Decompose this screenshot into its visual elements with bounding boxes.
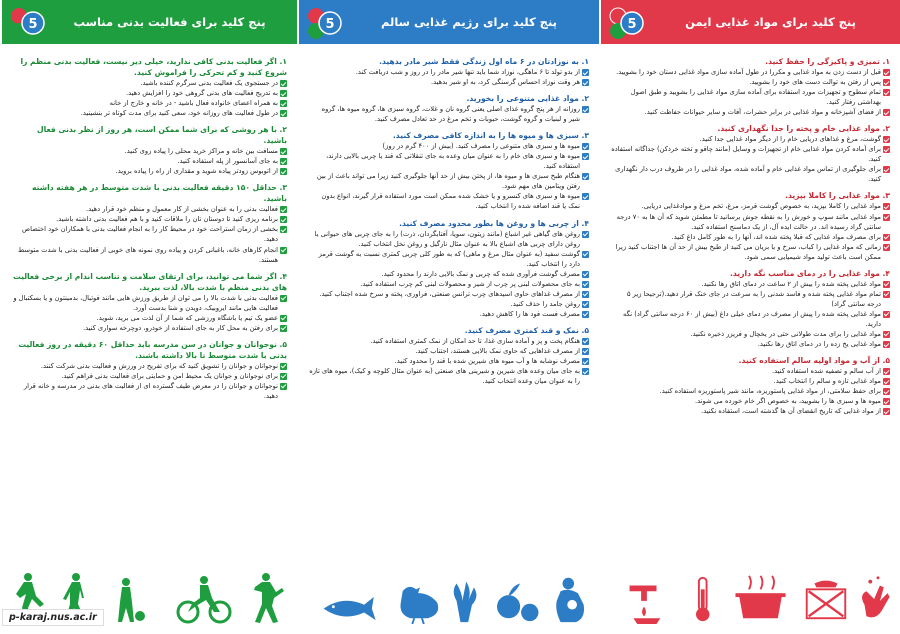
section-list xyxy=(12,293,287,333)
list-item xyxy=(309,346,589,356)
list-item xyxy=(611,87,890,107)
vegetables-icon xyxy=(453,582,476,622)
list-item-text: میوه ها و سبزی های کنسرو و یا خشک شده ممکن است مورد استفاده قرار گیرند، انواع بدون نمک یا قند اضافه شده را انتخاب کنید. xyxy=(321,192,580,211)
list-item xyxy=(309,104,589,124)
checkbox-icon xyxy=(280,226,287,233)
list-item-text: در طول فعالیت های روزانه خود، سعی کنید برای مدت کوتاه تر بنشینید. xyxy=(80,109,278,118)
list-item-text: بخشی از زمان استراحت خود در محیط کار را به انجام فعالیت بدنی با همکاران خود اختصاص دهید. xyxy=(22,225,278,244)
list-item xyxy=(611,232,890,242)
section-title: ۳. مواد غذایی را کاملا بپزید. xyxy=(785,191,890,201)
list-item xyxy=(309,191,589,211)
section-list xyxy=(309,141,589,211)
section-list xyxy=(12,361,287,401)
fruit-icon xyxy=(497,584,538,622)
list-item xyxy=(12,204,287,214)
checkbox-icon xyxy=(582,106,589,113)
list-item xyxy=(12,98,287,108)
list-item-text: برای رفتن به محل کار به جای استفاده از خودرو، دوچرخه سواری کنید. xyxy=(82,323,278,332)
section-title: ۱. تمیزی و پاکیزگی را حفظ کنید. xyxy=(765,57,890,66)
section-list xyxy=(611,134,890,184)
list-item xyxy=(611,386,890,396)
list-item-text: روغن های گیاهی غیر اشباع (مانند زیتون، سویا، آفتابگردان، ذرت) را به جای چربی های حیوانی یا روغن دارای چربی های اشباع بالا به عنوان مثال نارگیل و روغن نخل انتخاب کنید. xyxy=(314,229,580,248)
section-title: ۵. نمک و قند کمتری مصرف کنید. xyxy=(464,325,589,335)
section-title: ۳. سبزی ها و میوه ها را به اندازه کافی مصرف کنید. xyxy=(392,131,589,141)
list-item-text: گوشت، مرغ و غذاهای دریایی خام را از دیگر مواد غذایی جدا کنید. xyxy=(699,135,881,144)
list-item-text: مواد غذایی مانند سوپ و خورش را به نقطه جوش برسانید تا مطمئن شوید که آن ها به ۷۰ درجه سانتی گراد رسیده اند. در حالت ایده آل، از یک دماسنج استفاده کنید. xyxy=(616,212,881,231)
checkbox-icon xyxy=(883,79,890,86)
list-item-text: مواد غذایی تازه و سالم را انتخاب کنید. xyxy=(773,377,881,386)
section-list xyxy=(309,104,589,124)
checkbox-icon xyxy=(280,168,287,175)
five-keys-logo-icon xyxy=(605,3,647,43)
list-item xyxy=(611,376,890,386)
list-item xyxy=(12,224,287,244)
section-list xyxy=(12,78,287,118)
logo-number: 5 xyxy=(627,17,637,32)
list-item xyxy=(611,134,890,144)
list-item xyxy=(611,339,890,349)
list-item-text: فعالیت بدنی با شدت بالا را می توان از طریق ورزش هایی مانند فوتبال، بدمینتون و یا بسکتبال و فعالیت هایی مانند ایروبیک، دویدن و شنا بدست آورد. xyxy=(13,293,278,312)
checkbox-icon xyxy=(582,358,589,365)
list-item xyxy=(611,396,890,406)
checkbox-icon xyxy=(582,291,589,298)
list-item-text: هنگام طبخ سبزی ها و میوه ها، از پختن بیش از حد آنها جلوگیری کنید زیرا می تواند باعث از بین رفتن ویتامین های مهم شود. xyxy=(316,172,580,191)
list-item-text: از اتوبوس زودتر پیاده شوید و مقداری از راه را پیاده بروید. xyxy=(115,167,278,176)
checkbox-icon xyxy=(280,100,287,107)
checkbox-icon xyxy=(582,251,589,258)
list-item xyxy=(12,371,287,381)
checkbox-icon xyxy=(883,203,890,210)
list-item-text: هنگام پخت و پز و آماده سازی غذا، تا حد امکان از نمک کمتری استفاده کنید. xyxy=(370,336,580,345)
chicken-icon xyxy=(400,587,438,624)
list-item-text: به جای میان وعده های شیرین و شیرینی های صنعتی (به عنوان مثال کلوچه و کیک)، میوه های تازه را به عنوان میان وعده انتخاب کنید. xyxy=(309,367,580,386)
checkbox-icon xyxy=(582,153,589,160)
list-item-text: انجام کارهای خانه، باغبانی کردن و پیاده روی نمونه های خوبی از فعالیت بدنی با شدت متوسط هستند. xyxy=(18,245,278,264)
list-item-text: قبل از دست زدن به مواد غذایی و مکررا در طول آماده سازی مواد غذایی دستان خود را بشویید. xyxy=(616,68,881,76)
list-item-text: برای جلوگیری از تماس مواد غذایی خام و آماده شده، مواد غذایی را در ظروف درب دار نگهداری کنید. xyxy=(615,165,881,184)
list-item-text: روزانه از هر پنج گروه غذای اصلی یعنی گروه نان و غلات، گروه سبزی ها، گروه میوه ها، گروه شیر و لبنیات و گروه گوشت، حبوبات و تخم مرغ در حد تعادل مصرف کنید. xyxy=(321,105,580,124)
checkbox-icon xyxy=(280,363,287,370)
checkbox-icon xyxy=(582,143,589,150)
list-item-text: مواد غذایی پخته شده را بیش از ۲ ساعت در دمای اتاق رها نکنید. xyxy=(701,279,881,288)
logo-number: 5 xyxy=(325,17,335,32)
dancing-person-icon xyxy=(254,573,284,623)
list-item xyxy=(611,329,890,339)
column-body xyxy=(601,44,900,416)
checkbox-icon xyxy=(883,136,890,143)
list-item-text: میوه ها و سبزی های خام را به عنوان میان وعده به جای تنقلاتی که قند یا چربی بالایی دارند، استفاده کنید. xyxy=(326,152,580,171)
checkbox-icon xyxy=(582,348,589,355)
checkbox-icon xyxy=(582,281,589,288)
list-item xyxy=(611,164,890,184)
list-item-text: نوجوانان و جوانان را در معرض طیف گسترده ای از فعالیت های بدنی در مدرسه و خانه قرار دهید. xyxy=(23,381,278,400)
section-title: ۴. از چربی ها و روغن ها بطور محدود مصرف کنید. xyxy=(399,218,589,228)
checkbox-icon xyxy=(883,214,890,221)
list-item xyxy=(611,279,890,289)
list-item-text: به جای آسانسور از پله استفاده کنید. xyxy=(177,157,278,166)
mother-baby-icon xyxy=(556,578,584,622)
list-item xyxy=(611,201,890,211)
section-list xyxy=(611,366,890,416)
list-item-text: مصرف نوشابه ها و آب میوه های شیرین شده با قند را محدود کنید. xyxy=(394,357,580,366)
list-item-text: مصرف فست فود ها را کاهش دهید. xyxy=(479,309,580,318)
checkbox-icon xyxy=(280,295,287,302)
website-tag[interactable]: p-karaj.nus.ac.ir xyxy=(2,609,104,626)
list-item-text: از مصرف غذاهایی که حاوی نمک بالایی هستند، اجتناب کنید. xyxy=(415,346,580,355)
column-body xyxy=(2,44,297,401)
list-item xyxy=(309,67,589,77)
list-item xyxy=(12,146,287,156)
checkbox-icon xyxy=(582,368,589,375)
list-item xyxy=(12,88,287,98)
column-physical-activity xyxy=(0,0,297,634)
checkbox-icon xyxy=(280,206,287,213)
section-title: ۲. با هر روشی که برای شما ممکن است، هر روز از نظر بدنی فعال باشید. xyxy=(37,125,287,146)
list-item-text: عضو یک تیم یا باشگاه ورزشی که شما از آن لذت می برید، شوید. xyxy=(96,313,278,322)
section-title: ۲. مواد غذایی متنوعی را بخورید. xyxy=(466,94,589,104)
column-healthy-diet xyxy=(299,0,599,634)
checkbox-icon xyxy=(280,80,287,87)
safety-icons-row xyxy=(618,572,894,624)
section-list xyxy=(12,146,287,176)
list-item xyxy=(12,108,287,118)
checkbox-icon xyxy=(883,341,890,348)
checkbox-icon xyxy=(883,234,890,241)
list-item-text: مصرف گوشت فرآوری شده که چربی و نمک بالایی دارند را محدود کنید. xyxy=(381,269,580,278)
checkbox-icon xyxy=(280,90,287,97)
column-title: پنج کلید برای رژیم غذایی سالم xyxy=(381,15,557,29)
list-item-text: به تدریج فعالیت های بدنی گروهی خود را افزایش دهید. xyxy=(125,89,278,98)
list-item-text: مسافت بین خانه و مراکز خرید محلی را پیاده روی کنید. xyxy=(124,147,278,156)
column-title: پنج کلید برای مواد غذایی ایمن xyxy=(685,15,856,29)
list-item xyxy=(309,356,589,366)
checkbox-icon xyxy=(582,338,589,345)
list-item-text: از مواد غذایی که تاریخ انقضای آن ها گذشته است، استفاده نکنید. xyxy=(701,407,881,416)
section-list xyxy=(611,67,890,117)
list-item-text: گوشت سفید (به عنوان مثال مرغ و ماهی) که به طور کلی چربی کمتری نسبت به گوشت قرمز دارد را انتخاب کنید. xyxy=(318,249,580,268)
checkbox-icon xyxy=(582,173,589,180)
list-item-text: برای حفظ سلامتی، از مواد غذایی پاستوریزه، مانند شیر پاستوریزه استفاده کنید. xyxy=(659,387,881,396)
list-item-text: مواد غذایی یخ زده را در دمای اتاق رها نکنید. xyxy=(757,340,881,349)
section-list xyxy=(611,279,890,349)
section-list xyxy=(309,67,589,87)
checkbox-icon xyxy=(582,193,589,200)
checkbox-icon xyxy=(883,398,890,405)
list-item-text: میوه ها و سبزی ها را بشویید، به خصوص اگر خام خورده می شوند. xyxy=(695,397,881,406)
checkbox-icon xyxy=(582,311,589,318)
list-item xyxy=(309,289,589,299)
list-item xyxy=(611,289,890,309)
checkbox-icon xyxy=(582,79,589,86)
list-item-text: فعالیت بدنی را به عنوان بخشی از کار معمول و منظم خود قرار دهید. xyxy=(85,205,278,214)
five-keys-logo-icon xyxy=(303,3,345,43)
list-item xyxy=(611,77,890,87)
checkbox-icon xyxy=(582,231,589,238)
checkbox-icon xyxy=(280,315,287,322)
list-item xyxy=(309,151,589,171)
list-item-text: نوجوانان و جوانان را تشویق کنید که برای تفریح در ورزش و فعالیت بدنی شرکت کنند. xyxy=(40,361,278,370)
child-ball-icon xyxy=(118,578,145,622)
list-item-text: در جستجوی یک فعالیت بدنی سرگرم کننده باشید. xyxy=(140,79,278,87)
list-item xyxy=(12,78,287,88)
checkbox-icon xyxy=(280,158,287,165)
list-item xyxy=(611,67,890,77)
section-list xyxy=(611,201,890,261)
logo-number: 5 xyxy=(28,17,38,32)
fish-icon xyxy=(323,597,375,620)
section-title: ۲. مواد غذایی خام و پخته را جدا نگهداری کنید. xyxy=(717,124,890,134)
header-food-safety xyxy=(601,0,900,44)
list-item xyxy=(309,171,589,191)
checkbox-icon xyxy=(582,69,589,76)
checkbox-icon xyxy=(280,110,287,117)
list-item-text: میوه ها و سبزی های متنوعی را مصرف کنید. (بیش از ۴۰۰ گرم در روز) xyxy=(382,142,580,151)
list-item xyxy=(611,309,890,329)
checkbox-icon xyxy=(280,383,287,390)
list-item xyxy=(611,406,890,416)
checkbox-icon xyxy=(582,301,589,308)
list-item-text: از بدو تولد تا ۶ ماهگی، نوزاد شما باید تنها شیر مادر را در روز و شب دریافت کند. xyxy=(355,68,580,76)
food-icons-row xyxy=(316,572,593,624)
list-item xyxy=(309,299,589,309)
list-item-text: برای نوجوانان و جوانان یک محیط امن و حمایتی برای فعالیت بدنی فراهم کنید. xyxy=(61,371,278,380)
list-item-text: برای آماده کردن مواد غذایی خام از تجهیزات و وسایل (مانند چاقو و تخته خردکن) جداگانه استفاده کنید. xyxy=(611,145,881,164)
list-item xyxy=(12,313,287,323)
list-item-text: تمام سطوح و تجهیزات مورد استفاده برای آماده سازی مواد غذایی را بشویید و طبق اصول بهداشتی رفتار کنید. xyxy=(630,88,881,107)
hand-washing-icon xyxy=(862,576,890,617)
list-item-text: هر وقت نوزاد احساس گرسنگی کرد، به او شیر بدهید. xyxy=(430,78,580,87)
list-item xyxy=(309,141,589,151)
column-body xyxy=(299,44,599,386)
list-item-text: مواد غذایی را کاملا بپزید، به خصوص گوشت قرمز، مرغ، تخم مرغ و موادغذایی دریایی. xyxy=(641,202,881,211)
header-healthy-diet xyxy=(299,0,599,44)
checkbox-icon xyxy=(883,291,890,298)
five-keys-logo-icon xyxy=(6,3,48,43)
list-item xyxy=(309,309,589,319)
list-item xyxy=(309,366,589,386)
section-title: ۱. اگر فعالیت بدنی کافی ندارید، خیلی دیر نیست، فعالیت بدنی منظم را شروع کنید و کم تحرکی را فراموش کنید. xyxy=(20,57,287,77)
list-item-text: مواد غذایی پخته شده را پیش از مصرف در دمای خیلی داغ (بیش از ۶۰ درجه سانتی گراد) نگه دارید. xyxy=(623,309,881,328)
section-title: ۴. مواد غذایی را در دمای مناسب نگه دارید. xyxy=(729,268,890,278)
checkbox-icon xyxy=(883,408,890,415)
list-item xyxy=(611,366,890,376)
list-item xyxy=(12,293,287,313)
list-item xyxy=(12,323,287,333)
list-item xyxy=(12,245,287,265)
list-item xyxy=(12,381,287,401)
checkbox-icon xyxy=(883,166,890,173)
checkbox-icon xyxy=(582,271,589,278)
checkbox-icon xyxy=(883,331,890,338)
checkbox-icon xyxy=(280,148,287,155)
list-item xyxy=(309,249,589,269)
list-item-text: مواد غذایی را برای مدت طولانی حتی در یخچال و فریزر ذخیره نکنید. xyxy=(690,329,881,338)
list-item xyxy=(12,361,287,371)
list-item xyxy=(611,107,890,117)
section-title: ۴. اگر شما می توانید، برای ارتقای سلامت و تناسب اندام از برخی فعالیت های بدنی منظم با شدت بالا، لذت ببرید. xyxy=(13,271,287,292)
list-item-text: برنامه ریزی کنید تا دوستان تان را ملاقات کنید و با هم فعالیت بدنی داشته باشید. xyxy=(56,215,278,224)
section-title: ۵. از آب و مواد اولیه سالم استفاده کنید. xyxy=(738,356,890,366)
list-item xyxy=(309,279,589,289)
list-item-text: به جای محصولات لبنی پر چرب از شیر و محصولات لبنی کم چرب استفاده کنید. xyxy=(360,279,580,288)
list-item-text: از فضای آشپزخانه و مواد غذایی در برابر حشرات، آفات و سایر حیوانات حفاظت کنید. xyxy=(644,108,881,117)
checkbox-icon xyxy=(883,109,890,116)
list-item-text: از آب سالم و تصفیه شده استفاده کنید. xyxy=(772,367,881,376)
list-item xyxy=(309,269,589,279)
section-list xyxy=(309,336,589,386)
list-item xyxy=(309,77,589,87)
separate-raw-cooked-icon xyxy=(806,581,845,619)
checkbox-icon xyxy=(883,69,890,76)
list-item-text: برای مصرف مواد غذایی که قبلا پخته شده اند، آنها را به طور کامل داغ کنید. xyxy=(671,232,881,241)
section-title: ۱. به نوزادتان در ۶ ماه اول زندگی فقط شیر مادر بدهید. xyxy=(379,57,589,66)
checkbox-icon xyxy=(883,378,890,385)
checkbox-icon xyxy=(883,281,890,288)
cyclist-icon xyxy=(178,576,230,622)
list-item xyxy=(611,144,890,164)
water-faucet-icon xyxy=(629,585,660,624)
list-item-text: تمام مواد غذایی پخته شده و فاسد شدنی را به سرعت در جای خنک قرار دهید.(ترجیحا زیر ۵ درجه سانتی گراد) xyxy=(626,289,881,308)
header-physical-activity xyxy=(2,0,297,44)
section-title: ۵. نوجوانان و جوانان در سن مدرسه باید حداقل ۶۰ دقیقه در روز فعالیت بدنی با شدت متوسط تا بالا داشته باشند. xyxy=(18,339,287,360)
column-food-safety xyxy=(601,0,900,634)
list-item-text: روغن جامد را حذف کنید. xyxy=(510,299,580,308)
checkbox-icon xyxy=(883,89,890,96)
checkbox-icon xyxy=(280,216,287,223)
section-title: ۳. حداقل ۱۵۰ دقیقه فعالیت بدنی با شدت متوسط در هر هفته داشته باشید. xyxy=(31,183,287,204)
checkbox-icon xyxy=(280,373,287,380)
checkbox-icon xyxy=(280,325,287,332)
column-title: پنج کلید برای فعالیت بدنی مناسب xyxy=(73,15,266,29)
list-item-text: پس از رفتن به توالت دست های خود را بشویید. xyxy=(749,78,881,87)
checkbox-icon xyxy=(883,388,890,395)
list-item xyxy=(12,214,287,224)
checkbox-icon xyxy=(883,244,890,251)
list-item-text: زمانی که مواد غذایی را کباب، سرخ و یا بریان می کنید از طبخ بیش از حد آن ها اجتناب کنید زیرا ممکن است باعث تولید مواد شیمیایی سمی شود. xyxy=(615,242,881,261)
checkbox-icon xyxy=(883,146,890,153)
cooking-pot-icon xyxy=(735,576,785,618)
checkbox-icon xyxy=(280,247,287,254)
checkbox-icon xyxy=(883,311,890,318)
list-item xyxy=(309,336,589,346)
list-item xyxy=(12,166,287,176)
list-item xyxy=(12,156,287,166)
list-item xyxy=(611,212,890,232)
list-item-text: از مصرف غذاهای حاوی اسیدهای چرب ترانس صنعتی، فراوری، پخته و سرخ شده اجتناب کنید. xyxy=(319,289,580,298)
list-item-text: به همراه اعضای خانواده فعال باشید - در خانه و خارج از خانه xyxy=(109,99,278,108)
section-list xyxy=(12,204,287,264)
list-item xyxy=(611,242,890,262)
thermometer-icon xyxy=(696,578,709,621)
section-list xyxy=(309,229,589,319)
checkbox-icon xyxy=(883,368,890,375)
list-item xyxy=(309,229,589,249)
